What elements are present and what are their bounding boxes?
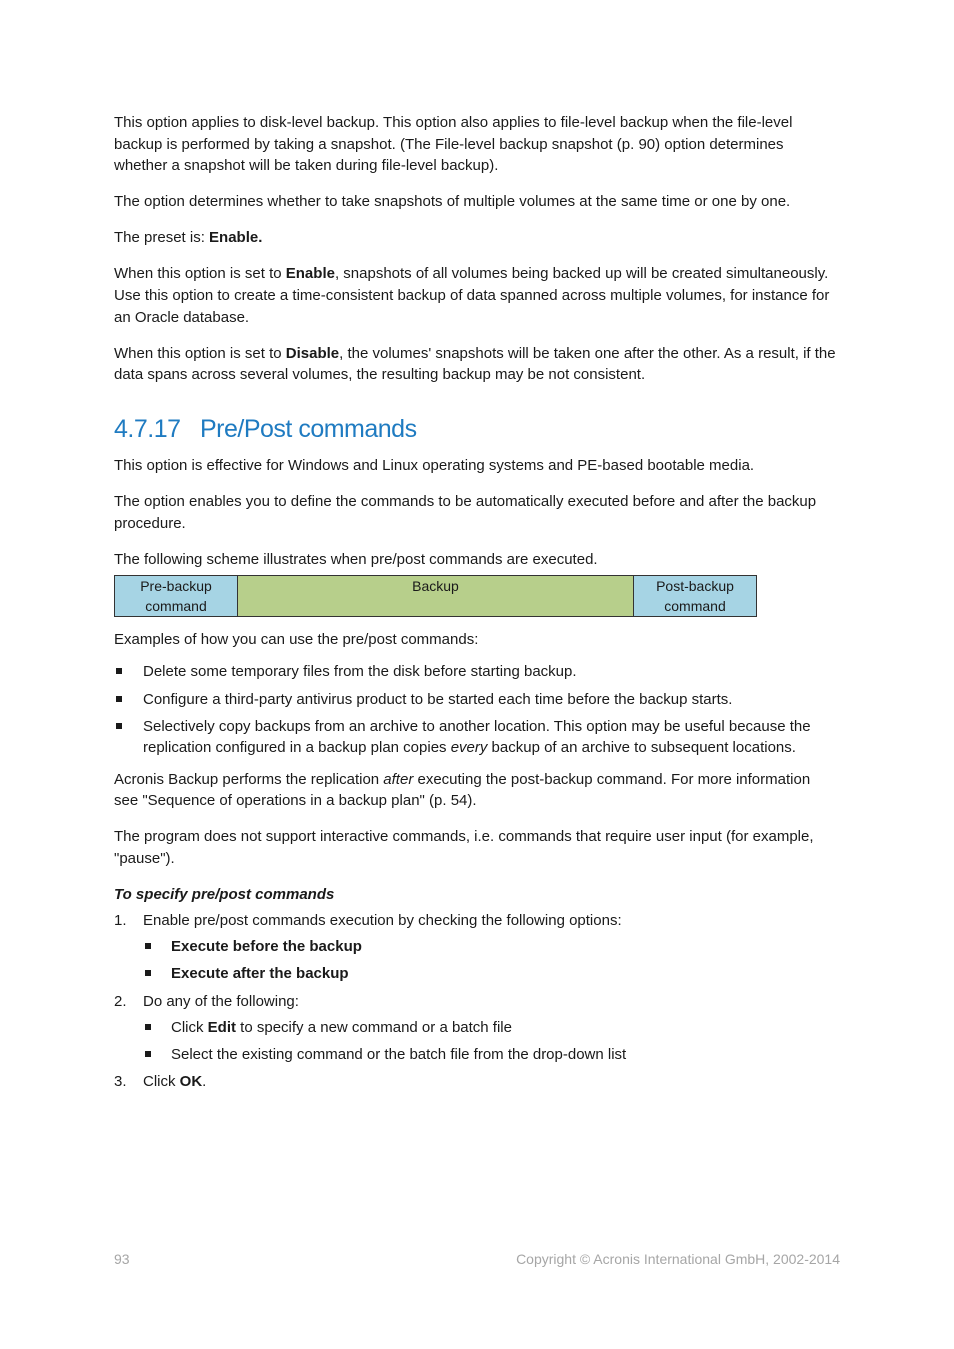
list-item-text-a: Selectively copy backups from an archive to another location. This option may be useful because the replication configured in a backup plan copies <box>143 717 811 757</box>
list-item <box>114 689 838 711</box>
intro-paragraph-2: The option determines whether to take snapshots of multiple volumes at the same time or one by one. <box>114 193 791 211</box>
scheme-backup-cell: Backup <box>238 576 634 617</box>
preset-value: Enable. <box>209 229 263 247</box>
copyright-notice: Copyright © Acronis International GmbH, 2002-2014 <box>516 1251 840 1267</box>
disable-text-a: When this option is set to <box>114 344 286 362</box>
bullet-square-icon <box>116 696 122 702</box>
interactive-paragraph: The program does not support interactive commands, i.e. commands that require user input (for example, "pause"). <box>114 828 814 868</box>
procedure-step-3 <box>114 1071 838 1093</box>
option-execute-before: Execute before the backup <box>171 938 362 956</box>
list-item-text-b: backup of an archive to subsequent locations. <box>487 739 796 757</box>
sub-text-b: to specify a new command or a batch file <box>236 1019 512 1037</box>
section-number: 4.7.17 <box>114 414 181 443</box>
enable-text-b: , snapshots of all volumes being backed up will be created simultaneously. Use this option to create a time-consistent backup of data spanned across multiple volumes, for instance for an Oracle database. <box>114 265 830 326</box>
preset-paragraph <box>114 227 838 249</box>
replication-text-a: Acronis Backup performs the replication <box>114 770 384 788</box>
list-item <box>143 1017 838 1039</box>
preset-prefix: The preset is: <box>114 229 210 247</box>
list-item <box>114 716 838 759</box>
bullet-square-icon <box>116 668 122 674</box>
enable-bold: Enable <box>285 265 335 283</box>
section-paragraph-3: The following scheme illustrates when pre/post commands are executed. <box>114 550 598 568</box>
scheme-pre-backup-cell: Pre-backup command <box>115 576 238 617</box>
procedure-title: To specify pre/post commands <box>114 886 335 904</box>
sub-bold-edit: Edit <box>207 1019 237 1037</box>
disable-bold: Disable <box>285 344 340 362</box>
list-item <box>143 936 838 958</box>
bullet-square-icon <box>116 723 122 729</box>
step-number: 3. <box>114 1073 127 1091</box>
step-number: 2. <box>114 992 127 1010</box>
step-text-b: . <box>202 1073 207 1091</box>
intro-paragraph-1: This option applies to disk-level backup. This option also applies to file-level backup when the file-level backup is performed by taking a snapshot. (The File-level backup snapshot (p. 90) option determines whether a snapshot will be taken during file-level backup). <box>114 114 793 175</box>
page-footer <box>114 1251 840 1267</box>
procedure-step-2 <box>114 991 838 1066</box>
enable-text-a: When this option is set to <box>114 265 286 283</box>
list-item <box>143 963 838 985</box>
document-body <box>114 112 838 1098</box>
option-execute-after: Execute after the backup <box>171 965 349 983</box>
list-item <box>114 661 838 683</box>
procedure-steps <box>114 910 838 1093</box>
section-heading <box>114 413 838 445</box>
section-paragraph-2: The option enables you to define the commands to be automatically executed before and after the backup procedure. <box>114 493 817 532</box>
enable-paragraph <box>114 263 838 328</box>
procedure-step-1 <box>114 910 838 985</box>
disable-text-b: , the volumes' snapshots will be taken one after the other. As a result, if the data spans across several volumes, the resulting backup may be not consistent. <box>114 344 836 384</box>
step-number: 1. <box>114 911 127 929</box>
replication-text-b: executing the post-backup command. For more information see "Sequence of operations in a backup plan" (p. 54). <box>114 770 811 810</box>
replication-emphasis: after <box>383 770 414 788</box>
list-item-emphasis: every <box>450 739 488 757</box>
bullet-square-icon <box>145 943 151 949</box>
section-paragraph-1: This option is effective for Windows and Linux operating systems and PE-based bootable media. <box>114 456 755 474</box>
step-text: Do any of the following: <box>143 992 299 1010</box>
sub-text-a: Click <box>171 1019 208 1037</box>
bullet-square-icon <box>145 970 151 976</box>
step-text-a: Click <box>143 1073 180 1091</box>
scheme-post-backup-cell: Post-backup command <box>634 576 757 617</box>
sub-text: Select the existing command or the batch file from the drop-down list <box>171 1046 627 1064</box>
step-text: Enable pre/post commands execution by checking the following options: <box>143 911 622 929</box>
section-title: Pre/Post commands <box>200 414 417 443</box>
step-bold-ok: OK <box>179 1073 203 1091</box>
page-number: 93 <box>114 1251 130 1267</box>
examples-list <box>114 661 838 758</box>
step-2-options <box>143 1017 838 1066</box>
step-1-options <box>143 936 838 985</box>
disable-paragraph <box>114 343 838 386</box>
pre-post-scheme-table <box>114 575 757 617</box>
examples-intro: Examples of how you can use the pre/post commands: <box>114 631 479 649</box>
list-item-text: Configure a third-party antivirus product to be started each time before the backup starts. <box>143 690 733 708</box>
list-item <box>143 1044 838 1066</box>
bullet-square-icon <box>145 1051 151 1057</box>
list-item-text: Delete some temporary files from the disk before starting backup. <box>143 663 577 681</box>
bullet-square-icon <box>145 1024 151 1030</box>
replication-paragraph <box>114 769 838 812</box>
